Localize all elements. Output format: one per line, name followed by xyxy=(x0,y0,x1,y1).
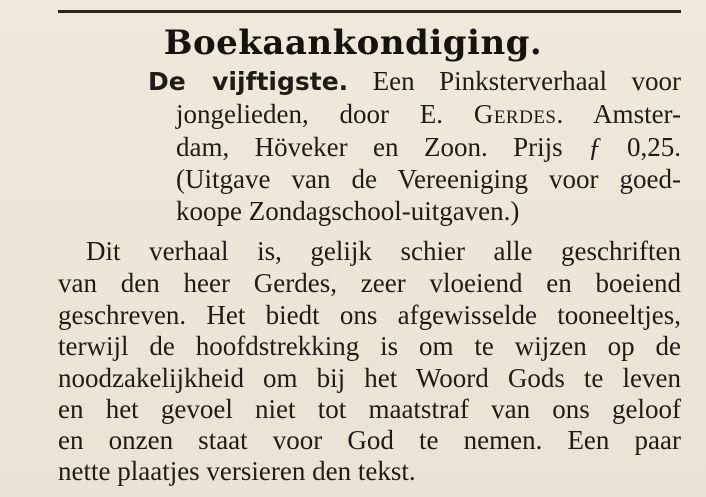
section-heading: Boekaankondiging. xyxy=(163,23,543,63)
review-line xyxy=(58,300,681,330)
entry-line-5 xyxy=(176,196,519,226)
entry-line-2-before: jongelieden, door E. xyxy=(176,99,444,129)
entry-line-3-before: dam, Höveker en Zoon. Prijs xyxy=(176,132,563,162)
entry-line-5-text: koope Zondagschool-uitgaven.) xyxy=(176,196,520,226)
review-line xyxy=(58,268,681,298)
entry-line-4-text: (Uitgave van de Vereeniging voor goed- xyxy=(176,164,681,194)
review-line-8-text: nette plaatjes versieren den tekst. xyxy=(58,456,416,486)
currency-symbol: ƒ xyxy=(588,132,602,162)
review-line-3-text: geschreven. Het biedt ons afgewisselde tooneeltjes, xyxy=(58,300,681,330)
review-line xyxy=(58,425,681,455)
entry-line-2-after: Amster- xyxy=(593,99,681,129)
review-line xyxy=(58,331,681,361)
top-rule xyxy=(58,10,681,13)
review-line xyxy=(86,236,681,266)
review-line-5-text: noodzakelijkheid om bij het Woord Gods te leven xyxy=(58,363,681,393)
entry-line-3 xyxy=(176,132,681,162)
entry-line-1-rest: Een Pinksterverhaal voor xyxy=(372,66,682,96)
book-title: De vijftigste. xyxy=(148,67,349,96)
review-line xyxy=(58,394,681,424)
entry-line-4 xyxy=(176,164,681,194)
review-line-6-text: en het gevoel niet tot maatstraf van ons geloof xyxy=(58,394,681,424)
entry-line-2 xyxy=(176,99,681,129)
review-line xyxy=(58,456,416,486)
review-line-4-text: terwijl de hoofdstrekking is om te wijzen op de xyxy=(58,331,681,361)
price-value: 0,25. xyxy=(627,132,682,162)
entry-line-1 xyxy=(148,66,681,97)
review-line xyxy=(58,363,681,393)
review-line-1-text: Dit verhaal is, gelijk schier alle geschriften xyxy=(86,236,681,266)
author-name: Gerdes. xyxy=(473,99,564,129)
review-line-7-text: en onzen staat voor God te nemen. Een paar xyxy=(58,425,681,455)
review-line-2-text: van den heer Gerdes, zeer vloeiend en boeiend xyxy=(58,268,681,298)
